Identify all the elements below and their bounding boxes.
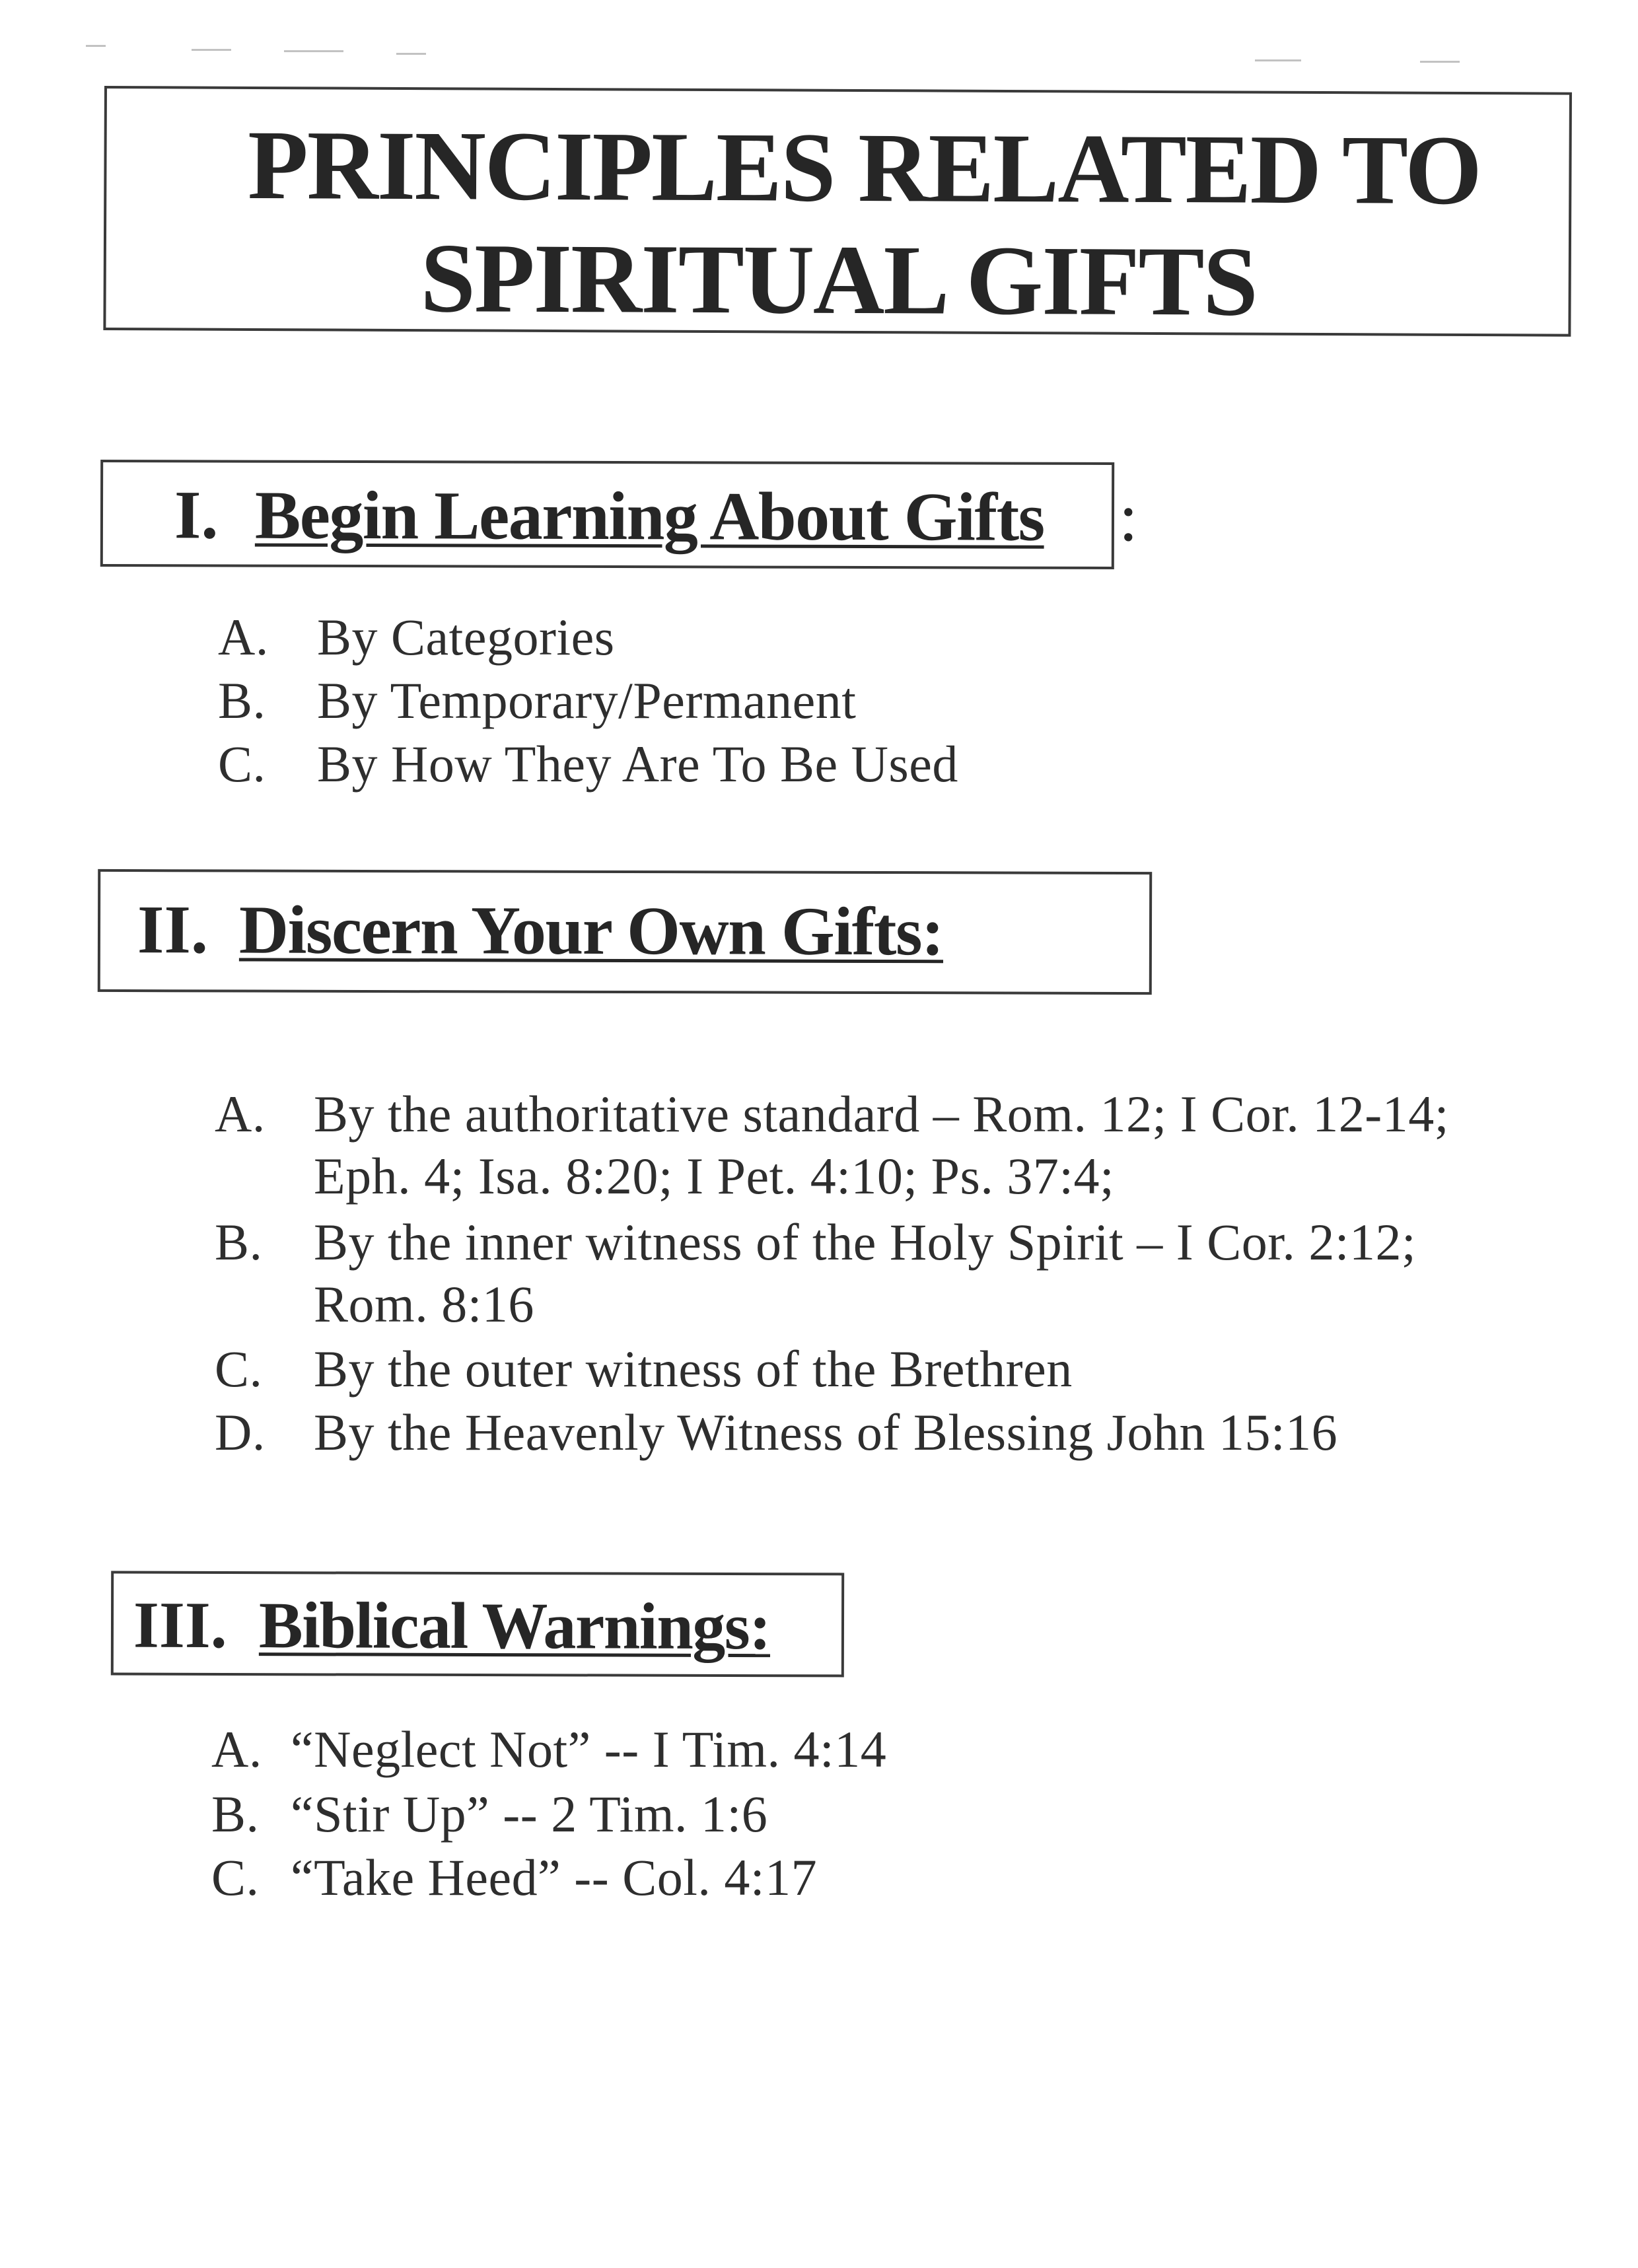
- scan-artifact: [1255, 59, 1301, 61]
- list-item-text: By Temporary/Permanent: [317, 672, 857, 729]
- scan-artifact: [1420, 61, 1460, 63]
- section-heading-box-2: [98, 869, 1152, 995]
- title-box: [103, 86, 1572, 337]
- list-item-letter: D.: [215, 1403, 266, 1461]
- section-heading-box-3: [111, 1571, 844, 1678]
- scan-artifact: [86, 45, 106, 47]
- section-heading: Begin Learning About Gifts: [254, 477, 1044, 555]
- list-item-letter: A.: [215, 1085, 266, 1143]
- list-item-text: By the Heavenly Witness of Blessing John 15:16: [314, 1403, 1338, 1461]
- section-numeral: III.: [133, 1588, 227, 1662]
- list-item-letter: C.: [215, 1340, 263, 1398]
- list-item-text: “Neglect Not” -- I Tim. 4:14: [291, 1720, 887, 1778]
- section-heading-colon: :: [1118, 479, 1139, 556]
- list-item-letter: A.: [211, 1720, 262, 1778]
- section-heading: Biblical Warnings:: [258, 1588, 771, 1664]
- list-item-text: By the outer witness of the Brethren: [314, 1340, 1073, 1398]
- list-item-text: By the inner witness of the Holy Spirit – I Cor. 2:12;: [314, 1213, 1417, 1271]
- scan-artifact: [396, 53, 426, 55]
- scan-artifact: [284, 50, 343, 52]
- list-item-letter: A.: [218, 608, 269, 666]
- list-item-text: “Stir Up” -- 2 Tim. 1:6: [291, 1785, 768, 1843]
- list-item-text: By the authoritative standard – Rom. 12; I Cor. 12-14;: [314, 1085, 1449, 1143]
- list-item-continuation: Eph. 4; Isa. 8:20; I Pet. 4:10; Ps. 37:4;: [314, 1147, 1115, 1205]
- list-item-letter: C.: [211, 1849, 260, 1906]
- list-item-letter: C.: [218, 735, 266, 793]
- section-heading-box-1: [100, 460, 1139, 569]
- section-numeral: I.: [174, 477, 219, 553]
- list-item-text: By Categories: [317, 608, 615, 666]
- list-item-text: “Take Heed” -- Col. 4:17: [291, 1849, 818, 1906]
- scan-artifact: [192, 49, 231, 51]
- list-item-letter: B.: [218, 672, 266, 729]
- list-item-letter: B.: [215, 1213, 263, 1271]
- section-numeral: II.: [137, 892, 209, 968]
- list-item-text: By How They Are To Be Used: [317, 735, 958, 793]
- list-item-letter: B.: [211, 1785, 260, 1843]
- section-heading: Discern Your Own Gifts:: [238, 892, 944, 970]
- list-item-continuation: Rom. 8:16: [314, 1275, 534, 1333]
- page-title-line-2: SPIRITUAL GIFTS: [420, 223, 1258, 337]
- page-title-line-1: PRINCIPLES RELATED TO: [247, 110, 1481, 226]
